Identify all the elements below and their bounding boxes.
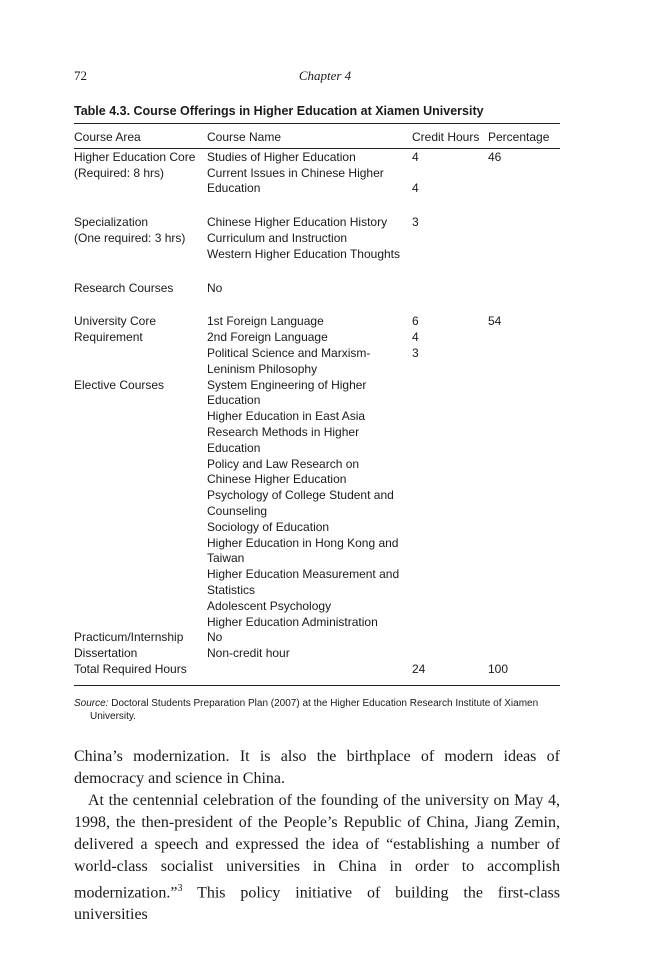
footnote-ref: 3 [177,883,183,894]
table-row [74,393,560,409]
column-header-percentage: Percentage [488,130,550,144]
cell-percentage [488,646,560,662]
table-row [74,615,560,631]
cell-course-area [74,567,207,583]
cell-course-area [74,441,207,457]
cell-credit-hours [412,393,488,409]
cell-percentage: 46 [488,149,502,164]
cell-course-name: Education [207,181,261,196]
table-row [74,166,560,182]
cell-credit-hours [412,615,488,631]
cell-credit-hours: 24 [412,661,426,676]
cell-percentage [488,599,560,615]
cell-course-name: Education [207,393,261,408]
table-row [74,231,560,247]
cell-percentage [488,441,560,457]
column-header-course-name: Course Name [207,130,282,144]
table-row [74,362,560,378]
cell-percentage [488,281,560,297]
cell-course-area: Higher Education Core [74,149,196,164]
cell-credit-hours [412,583,488,599]
cell-credit-hours [412,425,488,441]
table-row [74,536,560,552]
cell-credit-hours [412,281,488,297]
cell-percentage: 100 [488,661,509,676]
source-text: Doctoral Students Preparation Plan (2007) at the Higher Education Research Institute of Xiamen University. [90,698,539,722]
table-row [74,150,560,166]
cell-course-name: Counseling [207,503,268,518]
cell-course-name: Curriculum and Instruction [207,230,348,245]
cell-course-area [74,504,207,520]
cell-course-name: Adolescent Psychology [207,598,332,613]
paragraph [74,790,560,926]
cell-credit-hours [412,247,488,263]
cell-course-name: 1st Foreign Language [207,314,324,329]
cell-course-name: Political Science and Marxism- [207,345,371,360]
cell-course-area: Practicum/Internship [74,630,184,645]
table-row [74,215,560,231]
table-header-row [74,130,560,150]
column-header-course-area: Course Area [74,130,141,144]
table-row [74,441,560,457]
cell-percentage [488,567,560,583]
cell-credit-hours [412,630,488,646]
table-row [74,457,560,473]
cell-course-area [74,393,207,409]
cell-percentage [488,425,560,441]
cell-course-area: Requirement [74,330,143,345]
cell-course-area [74,520,207,536]
cell-percentage [488,378,560,394]
cell-course-area [74,583,207,599]
cell-credit-hours [412,646,488,662]
cell-credit-hours [412,520,488,536]
table-row [74,378,560,394]
cell-credit-hours: 4 [412,181,419,196]
cell-percentage [488,457,560,473]
cell-course-name [207,662,412,678]
cell-percentage [488,231,560,247]
cell-percentage [488,362,560,378]
cell-credit-hours: 3 [412,345,419,360]
table-row [74,247,560,263]
table-header-rule [74,148,560,149]
cell-course-name: Chinese Higher Education [207,472,347,487]
body-text [74,746,560,926]
cell-course-area [74,488,207,504]
course-table [74,130,560,678]
cell-course-name: Sociology of Education [207,519,330,534]
cell-course-area [74,425,207,441]
cell-credit-hours [412,472,488,488]
cell-course-name: Western Higher Education Thoughts [207,246,401,261]
cell-credit-hours [412,378,488,394]
cell-credit-hours: 3 [412,215,419,230]
cell-percentage [488,393,560,409]
cell-course-name: 2nd Foreign Language [207,330,328,345]
table-row [74,504,560,520]
cell-course-area [74,615,207,631]
cell-course-name: Higher Education in East Asia [207,409,366,424]
cell-percentage [488,630,560,646]
cell-percentage [488,166,560,182]
cell-course-name: Non-credit hour [207,646,290,661]
cell-course-name: Policy and Law Research on [207,456,360,471]
table-bottom-rule [74,685,560,686]
cell-course-area [74,181,207,197]
table-row [74,181,560,197]
table-row [74,630,560,646]
cell-course-name: Taiwan [207,551,245,566]
table-body [74,150,560,678]
cell-percentage [488,346,560,362]
table-source-note [74,697,560,723]
cell-course-area [74,247,207,263]
cell-credit-hours [412,488,488,504]
cell-course-name: Leninism Philosophy [207,361,318,376]
cell-credit-hours [412,166,488,182]
cell-credit-hours [412,409,488,425]
cell-course-name: Research Methods in Higher [207,424,360,439]
cell-course-area [74,599,207,615]
cell-percentage [488,520,560,536]
cell-percentage [488,472,560,488]
table-caption: Table 4.3. Course Offerings in Higher Education at Xiamen University [74,104,484,118]
cell-credit-hours [412,504,488,520]
cell-credit-hours: 4 [412,330,419,345]
table-row [74,330,560,346]
cell-course-name: Higher Education Measurement and [207,567,400,582]
cell-course-area [74,409,207,425]
cell-course-area: Dissertation [74,646,138,661]
table-row [74,662,560,678]
cell-credit-hours [412,231,488,247]
table-row [74,520,560,536]
cell-percentage [488,615,560,631]
cell-course-name: Higher Education Administration [207,614,378,629]
cell-course-area [74,536,207,552]
table-row [74,567,560,583]
cell-course-name: Statistics [207,582,256,597]
table-row [74,583,560,599]
cell-course-area: Elective Courses [74,377,165,392]
table-row [74,281,560,297]
cell-course-area [74,472,207,488]
source-label: Source: [74,698,109,709]
cell-course-area [74,457,207,473]
cell-course-name: Studies of Higher Education [207,149,356,164]
cell-course-name: No [207,280,223,295]
row-spacer [74,296,560,314]
cell-percentage [488,583,560,599]
cell-course-area: Total Required Hours [74,661,187,676]
cell-course-name: No [207,630,223,645]
table-row [74,472,560,488]
running-head: Chapter 4 [298,68,352,83]
cell-percentage [488,551,560,567]
paragraph: China’s modernization. It is also the birthplace of modern ideas of democracy and science in China. [74,748,560,787]
cell-percentage [488,504,560,520]
cell-course-area [74,362,207,378]
cell-course-area: Specialization [74,215,149,230]
table-row [74,409,560,425]
cell-credit-hours [412,536,488,552]
cell-percentage: 54 [488,314,502,329]
cell-percentage [488,330,560,346]
table-row [74,488,560,504]
cell-percentage [488,536,560,552]
column-header-credit-hours: Credit Hours [412,130,480,144]
cell-percentage [488,488,560,504]
cell-credit-hours: 6 [412,314,419,329]
cell-course-name: Chinese Higher Education History [207,215,388,230]
cell-credit-hours [412,457,488,473]
cell-percentage [488,409,560,425]
cell-course-name: Current Issues in Chinese Higher [207,165,384,180]
paragraph-text: This policy initiative of building the first-class universities [74,884,560,924]
cell-course-name: Psychology of College Student and [207,488,394,503]
cell-percentage [488,215,560,231]
row-spacer [74,197,560,215]
table-row [74,314,560,330]
cell-credit-hours: 4 [412,149,419,164]
table-row [74,599,560,615]
cell-credit-hours [412,599,488,615]
cell-credit-hours [412,362,488,378]
cell-credit-hours [412,441,488,457]
row-spacer [74,263,560,281]
cell-course-name: Higher Education in Hong Kong and [207,535,399,550]
table-row [74,551,560,567]
table-top-rule [74,123,560,124]
table-row [74,425,560,441]
cell-course-area [74,551,207,567]
cell-course-area: (One required: 3 hrs) [74,230,186,245]
cell-percentage [488,181,560,197]
table-row [74,646,560,662]
table-row [74,346,560,362]
cell-course-name: System Engineering of Higher [207,377,367,392]
cell-course-name: Education [207,440,261,455]
page-number: 72 [74,68,87,83]
cell-credit-hours [412,551,488,567]
paragraph-text: At the centennial celebration of the founding of the university on May 4, 1998, the then-president of the People’s Republic of China, Jiang Zemin, delivered a speech and expressed the idea of “establishing a number of world-class socialist universities in China in order to accomplish modernization.” [74,792,560,902]
cell-percentage [488,247,560,263]
cell-course-area: Research Courses [74,280,174,295]
cell-credit-hours [412,567,488,583]
cell-course-area: (Required: 8 hrs) [74,165,165,180]
cell-course-area: University Core [74,314,157,329]
cell-course-area [74,346,207,362]
